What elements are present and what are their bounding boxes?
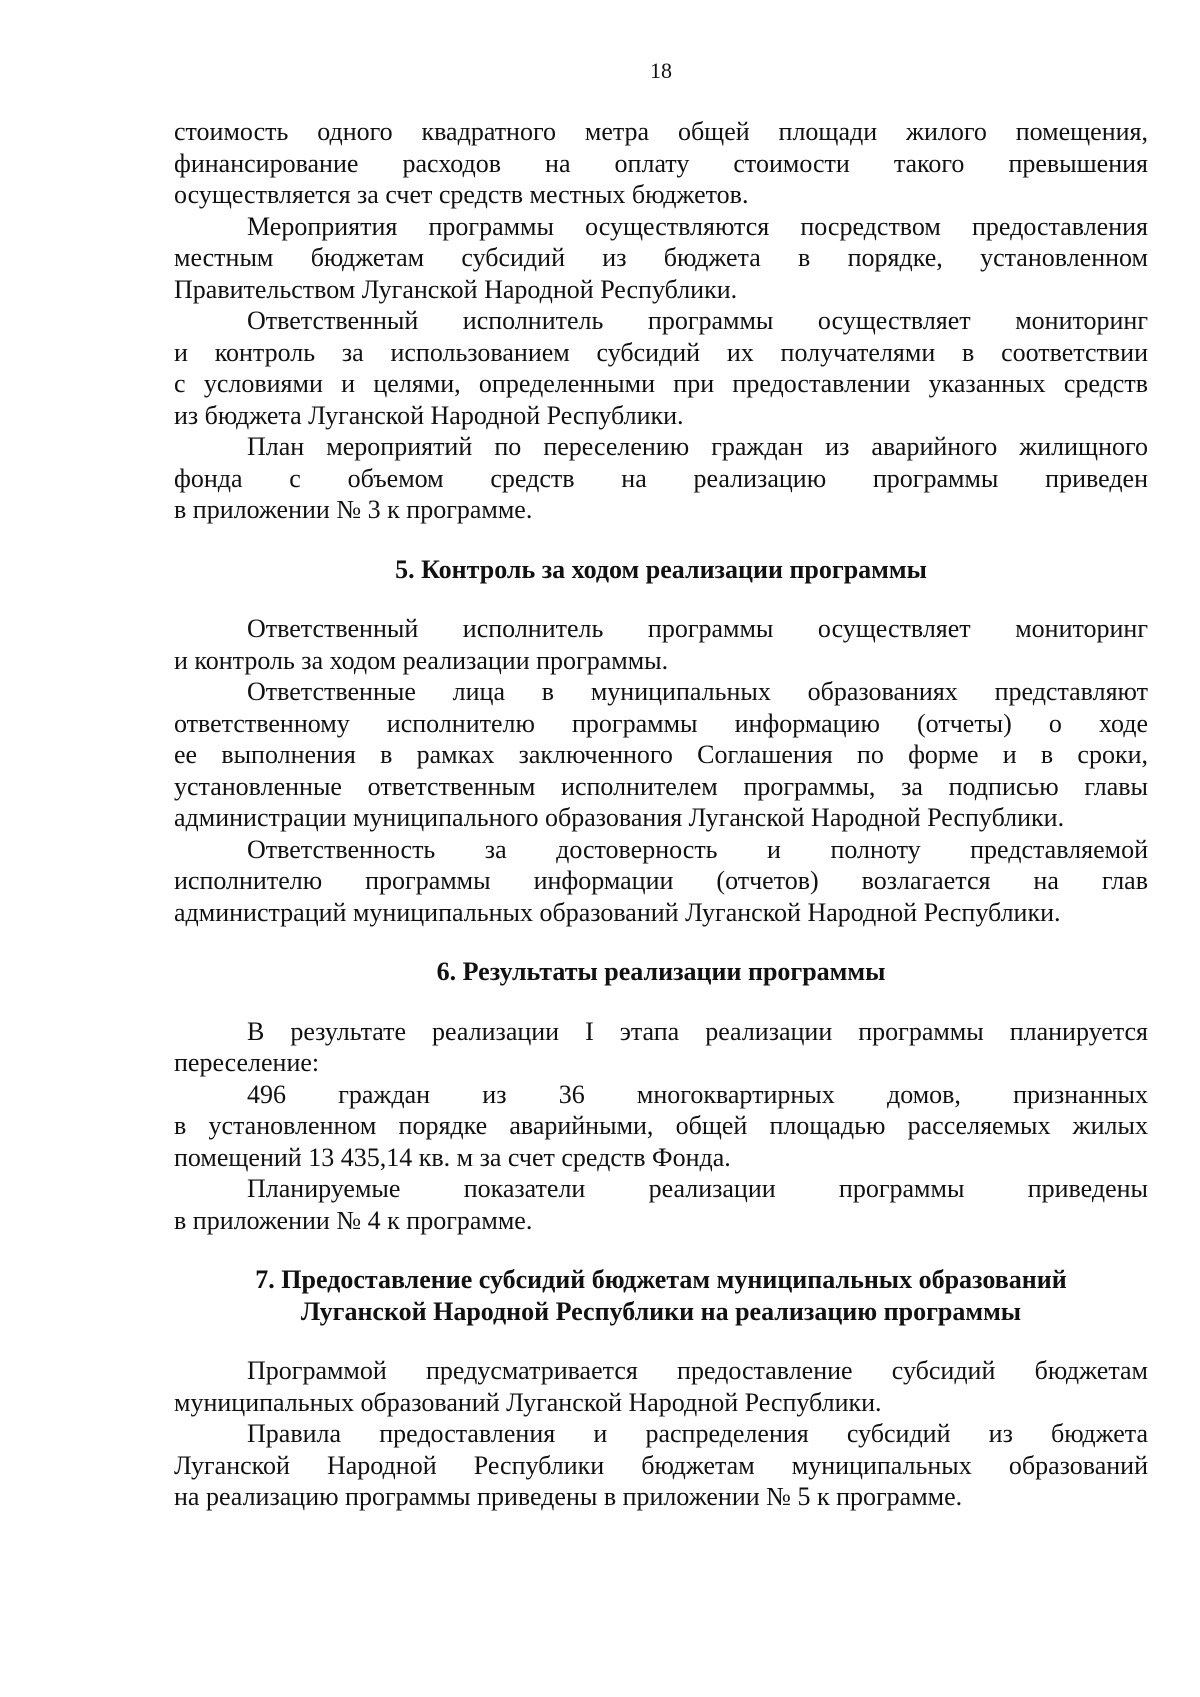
- text-line: в приложении № 3 к программе.: [174, 495, 533, 524]
- text-line: помещений 13 435,14 кв. м за счет средств Фонда.: [174, 1142, 731, 1172]
- text-line: Ответственность за достоверность и полноту представляемой: [247, 834, 1148, 864]
- text-line: из бюджета Луганской Народной Республики.: [174, 400, 684, 430]
- text-line: установленные ответственным исполнителем программы, за подписью главы: [174, 771, 1148, 801]
- text-line: фонда с объемом средств на реализацию программы приведен: [174, 463, 1148, 493]
- text-line: финансирование расходов на оплату стоимости такого превышения: [174, 148, 1148, 178]
- text-line: Мероприятия программы осуществляются посредством предоставления: [247, 211, 1148, 241]
- text-line: переселение:: [174, 1048, 320, 1077]
- text-line: исполнителю программы информации (отчетов) возлагается на глав: [174, 866, 1148, 895]
- paragraph: [174, 116, 1148, 211]
- text-line: Ответственный исполнитель программы осуществляет мониторинг: [247, 614, 1148, 643]
- text-line: ее выполнения в рамках заключенного Соглашения по форме и в сроки,: [174, 740, 1148, 769]
- text-line: осуществляется за счет средств местных бюджетов.: [174, 180, 749, 209]
- page-number: 18: [650, 58, 672, 83]
- text-line: с условиями и целями, определенными при предоставлении указанных средств: [174, 369, 1148, 398]
- paragraph: [174, 431, 1148, 526]
- text-line: ответственному исполнителю программы информацию (отчеты) о ходе: [174, 708, 1148, 738]
- paragraph: [174, 1173, 1148, 1236]
- section-heading: [174, 1264, 1148, 1327]
- text-line: администраций муниципальных образований Луганской Народной Республики.: [174, 897, 1061, 927]
- text-line: в установленном порядке аварийными, общей площадью расселяемых жилых: [174, 1111, 1148, 1140]
- section-heading: 6. Результаты реализации программы: [436, 957, 886, 986]
- text-line: В результате реализации I этапа реализации программы планируется: [247, 1016, 1148, 1046]
- text-line: Программой предусматривается предоставление субсидий бюджетам: [247, 1356, 1148, 1385]
- paragraph: [174, 834, 1148, 929]
- section-heading-line: Луганской Народной Республики на реализацию программы: [300, 1296, 1022, 1326]
- text-line: План мероприятий по переселению граждан из аварийного жилищного: [247, 432, 1148, 461]
- text-line: администрации муниципального образования Луганской Народной Республики.: [174, 803, 1065, 832]
- section-heading: 5. Контроль за ходом реализации программы: [395, 554, 927, 584]
- document-body: [174, 116, 1148, 1513]
- text-line: Правительством Луганской Народной Республики.: [174, 274, 738, 304]
- text-line: муниципальных образований Луганской Народной Республики.: [174, 1387, 882, 1417]
- section-heading-line: 7. Предоставление субсидий бюджетам муниципальных образований: [255, 1265, 1067, 1294]
- paragraph: [174, 211, 1148, 306]
- paragraph: [174, 676, 1148, 834]
- text-line: 496 граждан из 36 многоквартирных домов, признанных: [247, 1079, 1148, 1109]
- text-line: Луганской Народной Республики бюджетам муниципальных образований: [174, 1450, 1148, 1480]
- paragraph: [174, 1355, 1148, 1418]
- text-line: на реализацию программы приведены в приложении № 5 к программе.: [174, 1482, 963, 1511]
- paragraph: [174, 1016, 1148, 1079]
- text-line: стоимость одного квадратного метра общей площади жилого помещения,: [174, 117, 1148, 146]
- text-line: и контроль за ходом реализации программы.: [174, 645, 669, 675]
- text-line: Ответственный исполнитель программы осуществляет мониторинг: [247, 306, 1148, 335]
- text-line: и контроль за использованием субсидий их получателями в соответствии: [174, 337, 1148, 367]
- paragraph: [174, 1079, 1148, 1174]
- text-line: Правила предоставления и распределения субсидий из бюджета: [247, 1419, 1148, 1448]
- text-line: в приложении № 4 к программе.: [174, 1205, 533, 1235]
- text-line: Ответственные лица в муниципальных образованиях представляют: [247, 677, 1148, 706]
- text-line: Планируемые показатели реализации программы приведены: [247, 1174, 1148, 1203]
- paragraph: [174, 1418, 1148, 1513]
- text-line: местным бюджетам субсидий из бюджета в порядке, установленном: [174, 243, 1148, 272]
- paragraph: [174, 613, 1148, 676]
- paragraph: [174, 305, 1148, 431]
